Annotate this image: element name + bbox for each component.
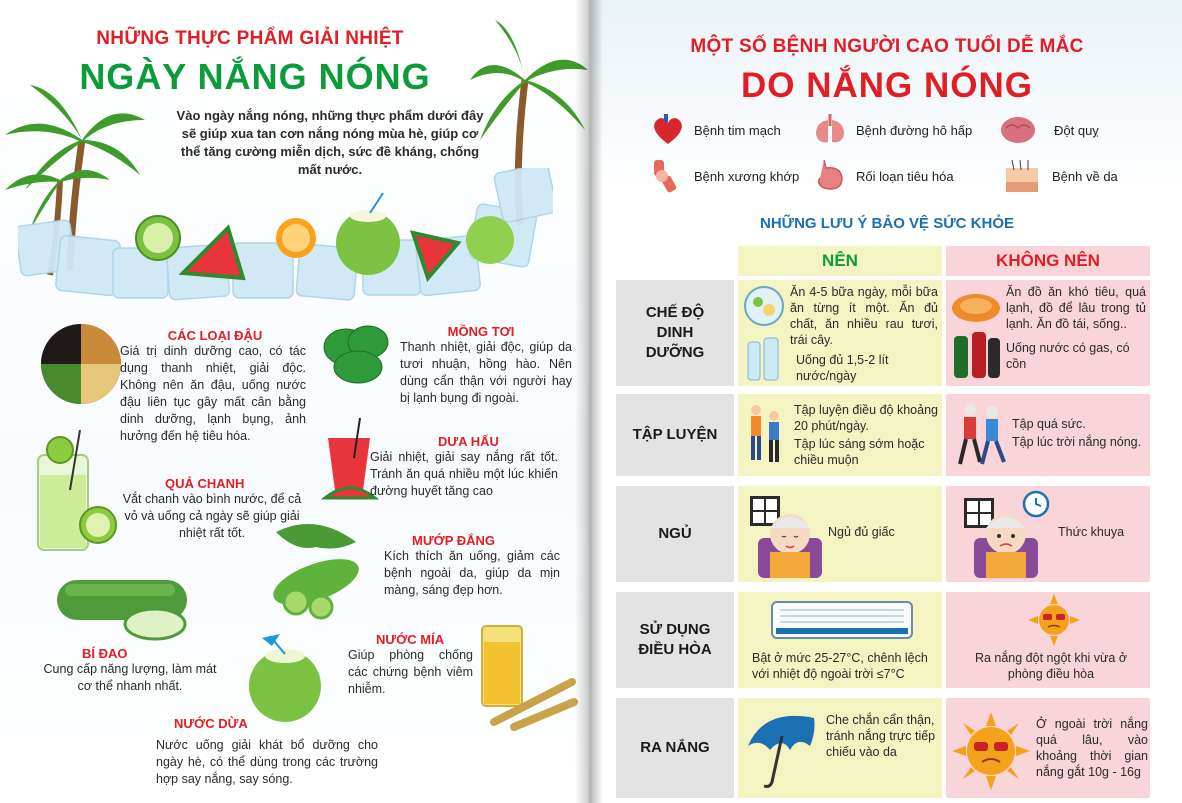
row-label-exercise: TẬP LUYỆN: [616, 394, 734, 476]
umbrella-icon: [744, 706, 822, 790]
left-title-line2: NGÀY NẮNG NÓNG: [79, 56, 431, 97]
book-gutter: [575, 0, 603, 803]
cell-text: Ra nắng đột ngột khi vừa ở phòng điều hòa: [974, 651, 1128, 681]
cell-text: Ngủ đủ giấc: [828, 525, 895, 539]
food-text-beans: Giá trị dinh dưỡng cao, có tác dụng thanh nhiệt, giải độc. Không nên ăn đậu, uống nước đậu liên tục gây mất cân bằng dinh dưỡng, lạnh bụng, ảnh hưởng đến hệ tiêu hóa.: [120, 344, 306, 443]
food-text-coconut: Nước uống giải khát bổ dưỡng cho ngày hè, có thể dùng trong các trường hợp say nắng, say sóng.: [156, 738, 378, 786]
cell-text: Thức khuya: [1058, 525, 1125, 539]
food-text-bitter-melon: Kích thích ăn uống, giảm các bệnh ngoài da, giúp da mịn màng, sáng đẹp hơn.: [384, 549, 560, 597]
cell-text: Tập quá sức.: [1012, 417, 1086, 431]
food-title-watermelon: DƯA HẤU: [438, 434, 499, 449]
left-title-line1: NHỮNG THỰC PHẨM GIẢI NHIỆT: [96, 28, 404, 49]
cell-text: Ăn đồ ăn khó tiêu, quá lạnh, đồ để lâu trong tủ lạnh. Ăn đồ tái, sống..: [1006, 285, 1146, 331]
food-title-lemon: QUẢ CHANH: [165, 476, 245, 491]
disease-bone-joint: [650, 158, 799, 194]
cell-no-sun-exposure: [946, 698, 1150, 798]
knee-joint-icon: [650, 158, 686, 194]
disease-label: Bệnh về da: [1052, 168, 1118, 184]
disease-digestive: [812, 158, 954, 194]
sugarcane-juice-icon: [474, 622, 578, 732]
food-title-coconut: NƯỚC DỪA: [174, 716, 248, 731]
column-header-no: KHÔNG NÊN: [946, 246, 1150, 276]
heart-icon: [650, 112, 686, 148]
row-label-sun-exposure: RA NẮNG: [616, 698, 734, 798]
right-title-line2: DO NẮNG NÓNG: [741, 66, 1033, 105]
awake-elder-clock-icon: [962, 490, 1052, 580]
food-text-winter-melon: Cung cấp năng lượng, làm mát cơ thể nhanh nhất.: [43, 662, 217, 693]
disease-label: Rối loạn tiêu hóa: [856, 168, 954, 184]
malabar-spinach-icon: [316, 312, 396, 392]
lemon-drink-icon: [30, 430, 120, 555]
sleeping-elder-icon: [748, 494, 824, 580]
skin-icon: [1000, 158, 1044, 194]
disease-respiratory: [812, 112, 972, 148]
jogging-couple-icon: [952, 402, 1010, 470]
food-title-bitter-melon: MƯỚP ĐẮNG: [412, 533, 496, 548]
scorching-sun-icon: [952, 712, 1030, 790]
fried-food-soda-icon: [950, 288, 1002, 384]
food-title-winter-melon: BÍ ĐAO: [82, 646, 128, 661]
cell-text: Che chắn cẩn thận, tránh nắng trực tiếp chiếu vào da: [826, 713, 936, 759]
disease-label: Bệnh đường hô hấp: [856, 122, 973, 138]
bitter-melon-icon: [256, 512, 376, 622]
cell-yes-nutrition: [738, 280, 942, 386]
left-page: [0, 0, 590, 803]
row-label-sleep: NGỦ: [616, 486, 734, 582]
food-text-watermelon: Giải nhiệt, giải say nắng rất tốt. Tránh ăn quá nhiều một lúc khiến đường huyết tăng cao: [370, 450, 558, 498]
row-label-air-conditioner: SỬ DỤNG ĐIỀU HÒA: [616, 592, 734, 688]
cell-text: Uống đủ 1,5-2 lít nước/ngày: [796, 353, 889, 383]
cell-text: Ăn 4-5 bữa ngày, mỗi bữa ăn từng ít một. Ăn đủ chất, ăn nhiều rau tươi, trái cây.: [790, 285, 938, 347]
cell-yes-air-conditioner: [738, 592, 942, 688]
cell-no-exercise: [946, 394, 1150, 476]
exercise-couple-icon: [742, 402, 786, 470]
cell-no-air-conditioner: [946, 592, 1150, 688]
disease-label: Bệnh tim mạch: [694, 122, 781, 138]
row-label-nutrition: CHẾ ĐỘ DINH DƯỠNG: [616, 280, 734, 386]
left-intro-text: Vào ngày nắng nóng, những thực phẩm dưới đây sẽ giúp xua tan cơn nắng nóng mùa hè, giúp cơ thể tăng cường miễn dịch, sức đề kháng, chống mất nước.: [176, 108, 484, 177]
food-text-malabar-spinach: Thanh nhiệt, giải độc, giúp da tươi nhuận, hồng hào. Nên dùng cẩn thận với người hay bị lạnh bụng đi ngoài.: [400, 340, 572, 405]
cell-text: Tập lúc sáng sớm hoặc chiều muộn: [794, 437, 925, 467]
hot-sun-icon: [1028, 594, 1080, 646]
food-title-sugarcane: NƯỚC MÍA: [376, 632, 445, 647]
cell-text: Uống nước có gas, có cồn: [1006, 341, 1130, 371]
cell-yes-sun-exposure: [738, 698, 942, 798]
disease-stroke: [992, 112, 1099, 148]
right-title-line1: MỘT SỐ BỆNH NGƯỜI CAO TUỔI DỄ MẮC: [690, 36, 1084, 57]
beans-icon: [40, 322, 122, 407]
right-page: [592, 0, 1182, 803]
cell-yes-exercise: [738, 394, 942, 476]
cell-no-nutrition: [946, 280, 1150, 386]
cell-text: Tập lúc trời nắng nóng.: [1012, 435, 1142, 449]
cell-yes-sleep: [738, 486, 942, 582]
column-header-yes: NÊN: [738, 246, 942, 276]
food-title-beans: CÁC LOẠI ĐẬU: [167, 328, 263, 343]
stomach-icon: [812, 158, 848, 194]
air-conditioner-icon: [770, 600, 914, 644]
brain-icon: [992, 112, 1044, 148]
food-text-sugarcane: Giúp phòng chống các chứng bệnh viêm nhiễm.: [348, 648, 473, 696]
disease-skin: [1000, 158, 1118, 194]
winter-melon-icon: [55, 574, 195, 642]
cell-text: Ở ngoài trời nắng quá lâu, vào khoảng thời gian nắng gắt 10g - 16g: [1036, 717, 1148, 779]
disease-heart: [650, 112, 781, 148]
disease-label: Đột quỵ: [1054, 122, 1099, 138]
food-text-lemon: Vắt chanh vào bình nước, để cả vỏ và uống cả ngày sẽ giúp giải nhiệt rất tốt.: [122, 492, 302, 540]
food-title-malabar-spinach: MỒNG TƠI: [447, 324, 515, 339]
cell-text: Tập luyện điều độ khoảng 20 phút/ngày.: [794, 403, 938, 433]
meal-plate-icon: [742, 286, 786, 382]
coconut-water-icon: [240, 634, 330, 724]
lungs-icon: [812, 112, 848, 148]
disease-label: Bệnh xương khớp: [694, 168, 800, 184]
ice-fruit-banner-icon: [18, 168, 553, 303]
cell-no-sleep: [946, 486, 1150, 582]
health-tips-subtitle: NHỮNG LƯU Ý BẢO VỆ SỨC KHỎE: [759, 215, 1015, 232]
cell-text: Bật ở mức 25-27°C, chênh lệch với nhiệt độ ngoài trời ≤7°C: [752, 651, 928, 681]
